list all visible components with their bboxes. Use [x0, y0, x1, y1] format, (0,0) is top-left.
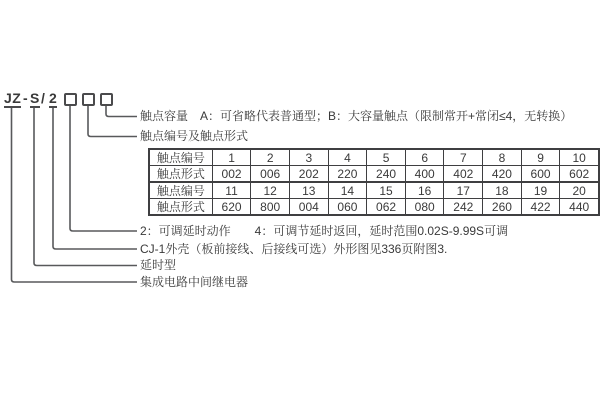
model-box-1 [64, 93, 77, 106]
row-header: 触点编号 [149, 149, 212, 166]
model-box-3 [100, 93, 113, 106]
case-type-label: CJ-1外壳（板前接线、后接线可选）外形图见336页附图3. [140, 242, 448, 256]
row-header: 触点编号 [149, 182, 212, 199]
connector-s-delay-type [34, 106, 137, 266]
model-series: S [30, 90, 40, 106]
relay-name-label: 集成电路中间继电器 [140, 275, 249, 289]
model-slash: / [41, 90, 46, 106]
model-box-2 [82, 93, 95, 106]
contact-table [148, 148, 600, 216]
row-header: 触点形式 [149, 199, 212, 216]
connector-jz-relay-name [12, 106, 138, 282]
delay-type-label: 延时型 [140, 258, 177, 272]
connector-box1-delay-action [70, 104, 137, 231]
connector-2-case-type [53, 106, 137, 249]
contact-number-form-label: 触点编号及触点形式 [140, 129, 249, 143]
table-row-numbers-1-10: 触点编号 1 2 3 4 5 6 7 8 9 10 [149, 149, 599, 166]
contact-capacity-label: 触点容量 A：可省略代表普通型；B：大容量触点（限制常开+常闭≤4，无转换） [140, 109, 573, 123]
table-row-forms-1-10: 触点形式 002 006 202 220 240 400 402 420 600 602 [149, 166, 599, 183]
table-row-forms-11-20: 触点形式 620 800 004 060 062 080 242 260 422 440 [149, 199, 599, 216]
row-header: 触点形式 [149, 166, 212, 183]
connector-box2-contact-number-form [88, 104, 137, 137]
model-prefix: JZ [4, 90, 22, 106]
delay-action-label: 2：可调延时动作 4：可调节延时返回，延时范围0.02S-9.99S可调 [140, 224, 509, 238]
model-dash: - [23, 90, 29, 106]
table-row-numbers-11-20: 触点编号 11 12 13 14 15 16 17 18 19 20 [149, 182, 599, 199]
model-number: 2 [49, 90, 58, 106]
